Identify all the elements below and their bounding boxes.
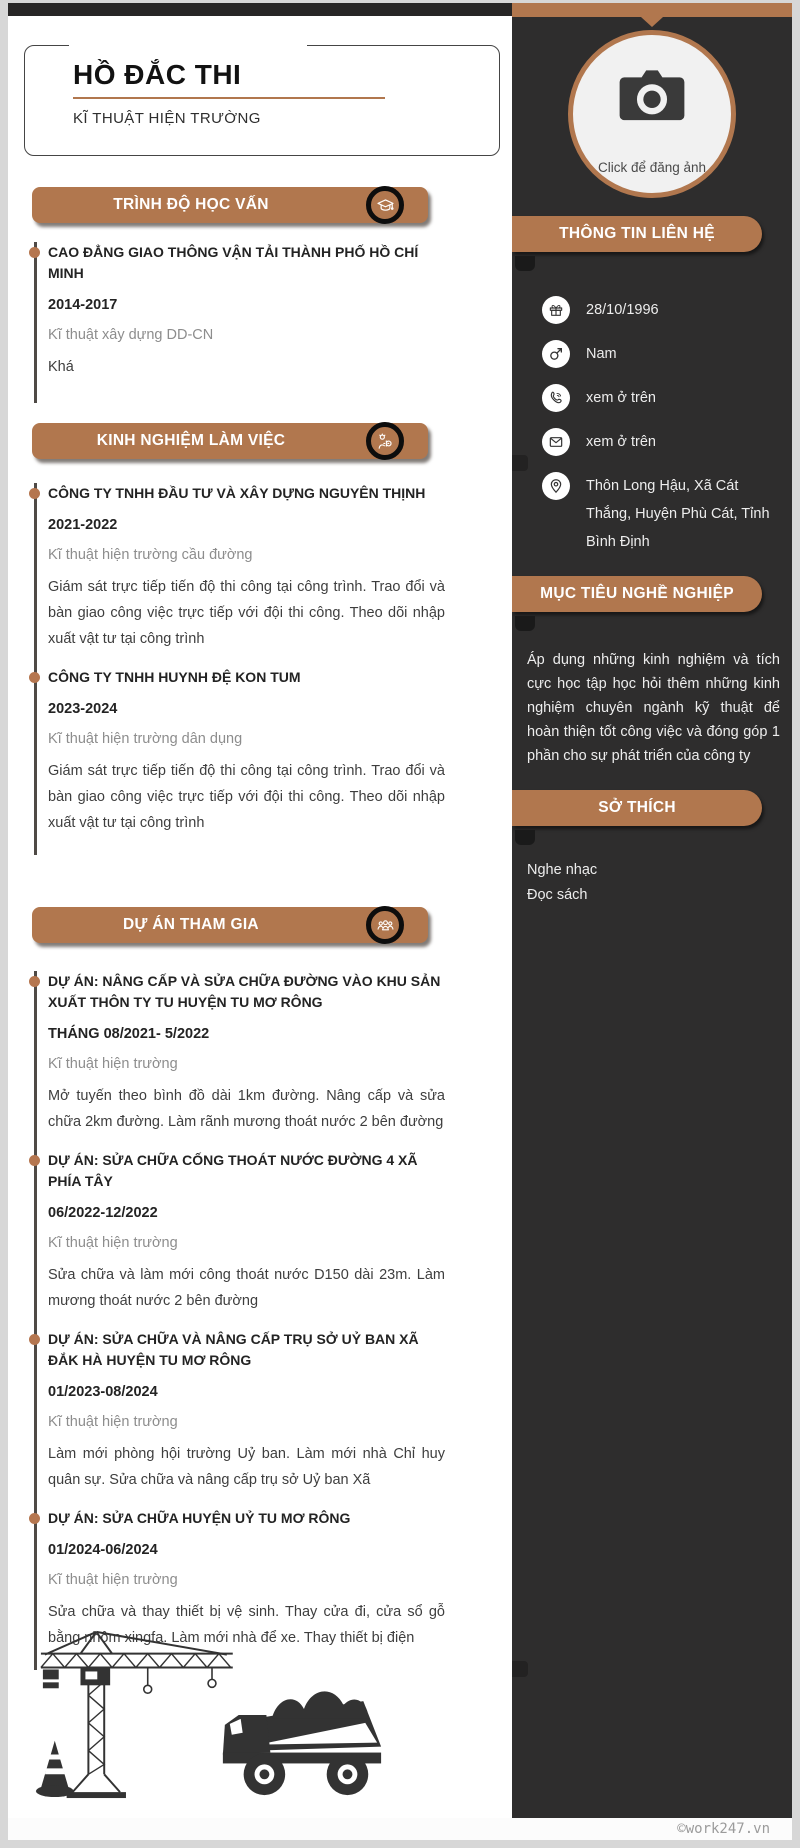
timeline-bullet	[29, 247, 40, 258]
name-box-border-gap	[69, 44, 307, 48]
experience-description: Giám sát trực tiếp tiến độ thi công tại công trình. Trao đổi và bàn giao công việc trực tiếp với đội thi công. Theo dõi nhập xuất vật tư tại công trình	[48, 579, 445, 647]
footer-bar	[8, 1818, 792, 1840]
section-header-experience	[32, 423, 428, 459]
photo-upload-button[interactable]	[568, 30, 736, 198]
mail-value: xem ở trên	[586, 434, 656, 450]
project-period: THÁNG 08/2021- 5/2022	[48, 1026, 210, 1042]
timeline-bullet	[29, 1513, 40, 1524]
project-description: Sửa chữa và làm mới công thoát nước D150 dài 23m. Làm mương thoát nước 2 bên đường	[48, 1267, 445, 1309]
experience-role: Kĩ thuật hiện trường dân dụng	[48, 731, 243, 747]
engineer-icon	[366, 422, 404, 460]
right-top-accent-bar	[512, 3, 792, 17]
section-header-projects	[32, 907, 428, 943]
experience-period: 2023-2024	[48, 701, 118, 717]
hobby-list	[527, 858, 792, 908]
experience-entry	[48, 483, 445, 652]
ribbon-fold	[515, 616, 535, 631]
ribbon-fold	[515, 830, 535, 845]
watermark: ©work247.vn	[677, 1821, 770, 1837]
location-pin-icon	[542, 472, 570, 500]
address-value: Thôn Long Hậu, Xã Cát Thắng, Huyện Phù Cát, Tỉnh Bình Định	[586, 478, 770, 550]
contact-row-phone	[542, 384, 792, 412]
left-top-accent-bar	[8, 3, 512, 16]
project-name: DỰ ÁN: SỬA CHỮA CỐNG THOÁT NƯỚC ĐƯỜNG 4 XÃ PHÍA TÂY	[48, 1152, 418, 1189]
contact-list	[542, 296, 792, 556]
experience-entry	[48, 667, 445, 836]
experience-role: Kĩ thuật hiện trường cầu đường	[48, 547, 253, 563]
right-column	[512, 3, 792, 1818]
accent-triangle	[641, 17, 663, 27]
left-column	[8, 3, 512, 1818]
projects-timeline	[34, 971, 445, 1670]
timeline-bullet	[29, 488, 40, 499]
section-title: MỤC TIÊU NGHỀ NGHIỆP	[540, 585, 734, 602]
timeline-bullet	[29, 1155, 40, 1166]
project-name: DỰ ÁN: SỬA CHỮA HUYỆN UỶ TU MƠ RÔNG	[48, 1510, 351, 1526]
project-description: Làm mới phòng hội trường Uỷ ban. Làm mới nhà Chỉ huy quân sự. Sửa chữa và nâng cấp trụ sở Uỷ ban Xã	[48, 1446, 445, 1488]
project-name: DỰ ÁN: SỬA CHỮA VÀ NÂNG CẤP TRỤ SỞ UỶ BAN XÃ ĐẮK HÀ HUYỆN TU MƠ RÔNG	[48, 1331, 419, 1368]
project-role: Kĩ thuật hiện trường	[48, 1572, 178, 1588]
candidate-name: HỒ ĐẮC THI	[73, 59, 242, 90]
project-description: Mở tuyến theo bình đồ dài 1km đường. Nâng cấp và sửa chữa 2km đường. Làm rãnh mương thoát nước 2 bên đường	[48, 1088, 445, 1130]
project-name: DỰ ÁN: NÂNG CẤP VÀ SỬA CHỮA ĐƯỜNG VÀO KHU SẢN XUẤT THÔN TY TU HUYỆN TU MƠ RÔNG	[48, 973, 441, 1010]
education-period: 2014-2017	[48, 297, 118, 313]
team-icon	[366, 906, 404, 944]
project-entry	[48, 1150, 445, 1314]
name-underline	[73, 97, 385, 99]
hobby-item: Đọc sách	[527, 887, 588, 903]
contact-row-birthday	[542, 296, 792, 324]
construction-illustration	[26, 1624, 398, 1802]
project-role: Kĩ thuật hiện trường	[48, 1056, 178, 1072]
project-period: 06/2022-12/2022	[48, 1205, 158, 1221]
project-entry	[48, 1329, 445, 1493]
timeline-bullet	[29, 1334, 40, 1345]
company-name: CÔNG TY TNHH ĐẦU TƯ VÀ XÂY DỰNG NGUYÊN THỊNH	[48, 485, 426, 501]
ribbon-fold	[515, 256, 535, 271]
education-major: Kĩ thuật xây dựng DD-CN	[48, 327, 214, 343]
project-entry	[48, 971, 445, 1135]
company-name: CÔNG TY TNHH HUYNH ĐỆ KON TUM	[48, 669, 301, 685]
candidate-job-title: KĨ THUẬT HIỆN TRƯỜNG	[73, 110, 261, 127]
project-description: Sửa chữa và thay thiết bị vệ sinh. Thay cửa đi, cửa sổ gỗ bằng nhôm xingfa. Làm mới nhà để xe. Thay thiết bị điện	[48, 1604, 445, 1646]
timeline-bullet	[29, 672, 40, 683]
section-title: KINH NGHIỆM LÀM VIỆC	[96, 432, 286, 449]
hobby-item: Nghe nhạc	[527, 862, 598, 878]
graduation-cap-icon	[366, 186, 404, 224]
birthday-gift-icon	[542, 296, 570, 324]
phone-value: xem ở trên	[586, 390, 656, 406]
photo-upload-caption: Click để đăng ảnh	[597, 160, 707, 175]
project-period: 01/2024-06/2024	[48, 1542, 158, 1558]
experience-description: Giám sát trực tiếp tiến độ thi công tại công trình. Trao đổi và bàn giao công việc trực tiếp với đội thi công. Theo dõi nhập xuất vật tư tại công trình	[48, 763, 445, 831]
edge-notch	[512, 455, 528, 471]
experience-timeline	[34, 483, 445, 855]
timeline-bullet	[29, 976, 40, 987]
section-title: THÔNG TIN LIÊN HỆ	[559, 225, 715, 242]
cv-sheet	[8, 3, 792, 1840]
section-header-education	[32, 187, 428, 223]
section-title: SỞ THÍCH	[598, 799, 676, 816]
cv-main	[8, 3, 792, 1818]
section-header-contact	[512, 216, 762, 252]
experience-period: 2021-2022	[48, 517, 118, 533]
section-title: TRÌNH ĐỘ HỌC VẤN	[113, 196, 269, 213]
birthday-value: 28/10/1996	[586, 302, 659, 318]
contact-row-address	[542, 472, 792, 556]
contact-row-gender	[542, 340, 792, 368]
camera-icon	[615, 69, 689, 125]
contact-row-mail	[542, 428, 792, 456]
project-role: Kĩ thuật hiện trường	[48, 1235, 178, 1251]
education-grade: Khá	[48, 359, 74, 375]
section-title: DỰ ÁN THAM GIA	[123, 916, 259, 933]
section-header-hobbies	[512, 790, 762, 826]
section-header-objective	[512, 576, 762, 612]
project-period: 01/2023-08/2024	[48, 1384, 158, 1400]
gender-male-icon	[542, 340, 570, 368]
phone-icon	[542, 384, 570, 412]
education-entry	[48, 242, 445, 380]
gender-value: Nam	[586, 346, 617, 362]
edge-notch	[512, 1661, 528, 1677]
project-role: Kĩ thuật hiện trường	[48, 1414, 178, 1430]
mail-icon	[542, 428, 570, 456]
objective-text: Áp dụng những kinh nghiệm và tích cực học tập học hỏi thêm những kinh nghiệm chuyên ngành kỹ thuật để hoàn thiện tốt công việc và đóng góp 1 phần cho sự phát triển của công ty	[527, 652, 780, 764]
name-box	[24, 45, 500, 156]
education-timeline	[34, 242, 445, 403]
school-name: CAO ĐẲNG GIAO THÔNG VẬN TẢI THÀNH PHỐ HỒ CHÍ MINH	[48, 244, 419, 281]
